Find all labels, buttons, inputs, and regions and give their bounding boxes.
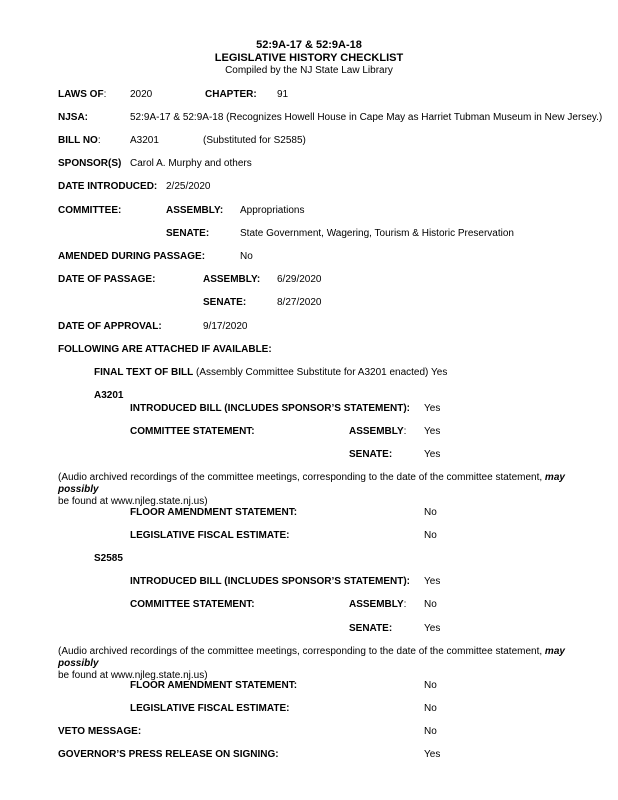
bill-heading-s2585: S2585 [94, 553, 123, 564]
fiscal-estimate-label: LEGISLATIVE FISCAL ESTIMATE: [130, 530, 290, 541]
bill-no-value: A3201 [130, 135, 159, 146]
date-introduced-value: 2/25/2020 [166, 181, 211, 192]
sponsors-value: Carol A. Murphy and others [130, 158, 252, 169]
floor-amendment-value: No [424, 507, 437, 518]
statement-assembly-label: ASSEMBLY: [349, 599, 407, 610]
document-subtitle: LEGISLATIVE HISTORY CHECKLIST [214, 52, 404, 64]
fiscal-estimate-value: No [424, 530, 437, 541]
compiled-by: Compiled by the NJ State Law Library [225, 65, 393, 76]
passage-label: DATE OF PASSAGE: [58, 274, 156, 285]
amended-label: AMENDED DURING PASSAGE: [58, 251, 206, 262]
passage-senate-value: 8/27/2020 [277, 297, 322, 308]
statement-assembly-value: Yes [424, 426, 441, 437]
committee-statement-label: COMMITTEE STATEMENT: [130, 599, 255, 610]
committee-assembly-value: Appropriations [240, 205, 305, 216]
chapter-value: 91 [277, 89, 289, 100]
press-release-value: Yes [424, 749, 441, 760]
approval-value: 9/17/2020 [203, 321, 248, 332]
introduced-bill-label: INTRODUCED BILL (INCLUDES SPONSOR’S STATEMENT): [130, 576, 410, 587]
bill-heading-a3201: A3201 [94, 390, 124, 401]
introduced-bill-value: Yes [424, 403, 441, 414]
attached-heading: FOLLOWING ARE ATTACHED IF AVAILABLE: [58, 344, 272, 355]
bill-no-label: BILL NO: [58, 135, 101, 146]
statement-senate-value: Yes [424, 623, 441, 634]
audio-note: (Audio archived recordings of the committee meetings, corresponding to the date of the committee statement, may possibly be found at www.njleg.state.nj.us) [58, 472, 565, 507]
amended-value: No [240, 251, 253, 262]
floor-amendment-value: No [424, 680, 437, 691]
veto-label: VETO MESSAGE: [58, 726, 142, 737]
passage-assembly-label: ASSEMBLY: [203, 274, 261, 285]
introduced-bill-label: INTRODUCED BILL (INCLUDES SPONSOR’S STATEMENT): [130, 403, 410, 414]
committee-label: COMMITTEE: [58, 205, 122, 216]
fiscal-estimate-value: No [424, 703, 437, 714]
document-title: 52:9A-17 & 52:9A-18 [256, 39, 362, 51]
bill-no-note: (Substituted for S2585) [203, 135, 306, 146]
passage-senate-label: SENATE: [203, 297, 247, 308]
introduced-bill-value: Yes [424, 576, 441, 587]
floor-amendment-label: FLOOR AMENDMENT STATEMENT: [130, 680, 298, 691]
sponsors-label: SPONSOR(S) [58, 158, 122, 169]
press-release-label: GOVERNOR’S PRESS RELEASE ON SIGNING: [58, 749, 279, 760]
statement-senate-value: Yes [424, 449, 441, 460]
veto-value: No [424, 726, 437, 737]
statement-senate-label: SENATE: [349, 449, 393, 460]
laws-of-value: 2020 [130, 89, 153, 100]
njsa-value: 52:9A-17 & 52:9A-18 (Recognizes Howell House in Cape May as Harriet Tubman Museum in New Jersey.) [130, 112, 603, 123]
final-text-row: FINAL TEXT OF BILL (Assembly Committee Substitute for A3201 enacted) Yes [94, 367, 448, 378]
chapter-label: CHAPTER: [205, 89, 257, 100]
laws-of-label: LAWS OF: [58, 89, 107, 100]
njsa-label: NJSA: [58, 112, 89, 123]
floor-amendment-label: FLOOR AMENDMENT STATEMENT: [130, 507, 298, 518]
fiscal-estimate-label: LEGISLATIVE FISCAL ESTIMATE: [130, 703, 290, 714]
committee-senate-label: SENATE: [166, 228, 210, 239]
audio-note: (Audio archived recordings of the committee meetings, corresponding to the date of the committee statement, may possibly be found at www.njleg.state.nj.us) [58, 646, 565, 681]
date-introduced-label: DATE INTRODUCED: [58, 181, 158, 192]
passage-assembly-value: 6/29/2020 [277, 274, 322, 285]
statement-senate-label: SENATE: [349, 623, 393, 634]
approval-label: DATE OF APPROVAL: [58, 321, 162, 332]
committee-senate-value: State Government, Wagering, Tourism & Historic Preservation [240, 228, 514, 239]
committee-assembly-label: ASSEMBLY: [166, 205, 224, 216]
statement-assembly-value: No [424, 599, 437, 610]
committee-statement-label: COMMITTEE STATEMENT: [130, 426, 255, 437]
statement-assembly-label: ASSEMBLY: [349, 426, 407, 437]
